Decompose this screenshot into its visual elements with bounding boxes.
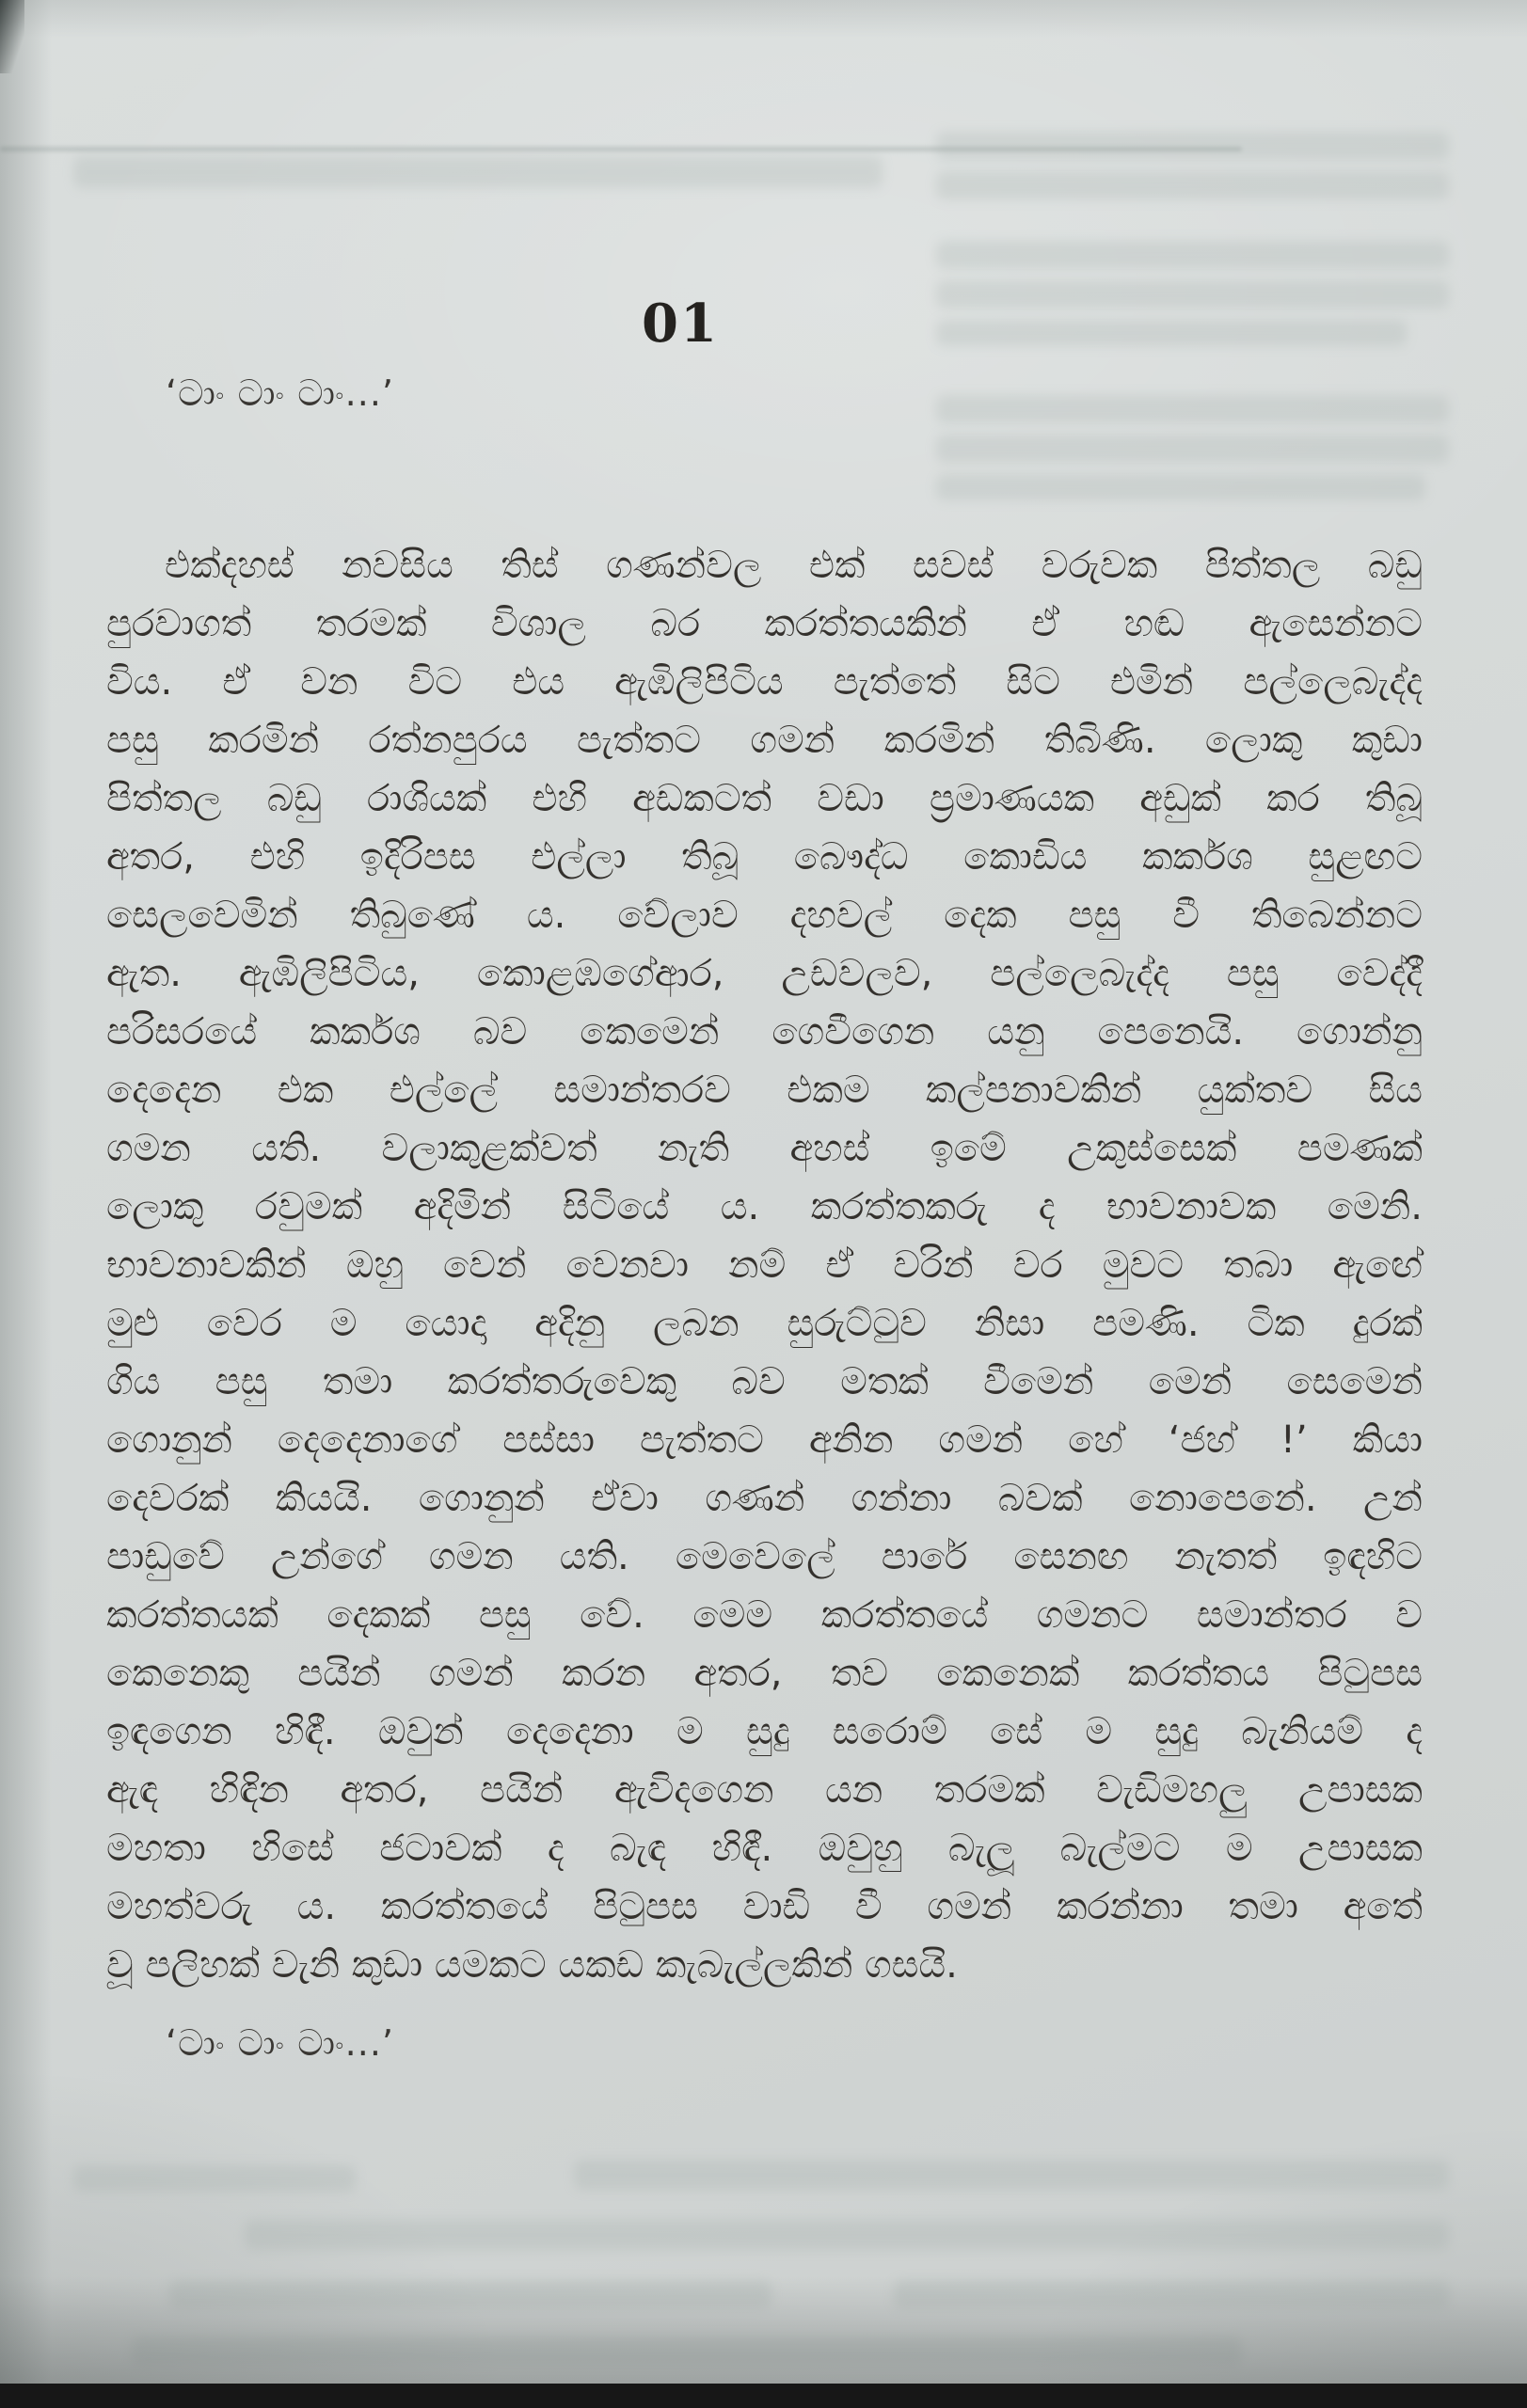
bleed-through-text (73, 2165, 356, 2192)
body-line: ලොකු රවුමක් අදිමින් සිටියේ ය. කරත්තකරු ද භාවනාවක මෙනි. (106, 1185, 1423, 1228)
bleed-through-text (73, 156, 883, 188)
body-line: කෙනෙකු පයින් ගමන් කරන අතර, තව කෙනෙක් කරත්තය පිටුපස (106, 1652, 1423, 1695)
bleed-through-text (245, 2220, 1449, 2250)
body-line: දෙදෙන එක එල්ලේ සමාන්තරව එකම කල්පනාවකින් යුක්තව සිය (106, 1069, 1423, 1112)
body-line: ඇඳ හිඳින අතර, පයින් ඇවිදගෙන යන තරමක් වැඩිමහලු උපාසක (106, 1768, 1423, 1812)
body-line: ඉඳගෙන හිඳී. ඔවුන් දෙදෙනා ම සුදු සරොම් සේ ම සුදු බැනියම් ද (106, 1710, 1423, 1753)
bleed-through-text (574, 2160, 1449, 2190)
body-line: මහතා හිසේ ජටාවක් ද බැඳ හිඳී. ඔවුහු බැලූ බැල්මට ම උපාසක (106, 1827, 1423, 1870)
bleed-through-text (936, 171, 1449, 199)
photo-bottom-shadow (0, 2276, 1527, 2384)
body-line: විය. ඒ වන විට එය ඇඹිලිපිටිය පැත්තේ සිට එමින් පල්ලෙබැද්ද (106, 660, 1423, 704)
body-line: ඇත. ඇඹිලිපිටිය, කොළඹගේආර, උඩවලව, පල්ලෙබැද්ද පසු වෙද්දී (106, 952, 1423, 995)
body-line: ගොනුන් දෙදෙනාගේ පස්සා පැත්තට අනින ගමන් හේ ‘ජහ් !’ කියා (106, 1418, 1423, 1462)
body-line: පුරවාගත් තරමක් විශාල බර කරත්තයකින් ඒ හඬ ඇසෙන්නට (106, 602, 1423, 645)
body-line: ගමන යති. වලාකුළක්වත් නැති අහස් ඉමේ උකුස්සෙක් පමණක් (106, 1127, 1423, 1170)
body-line: මුළු වෙර ම යොදා අදිනු ලබන සුරුට්ටුව නිසා පමණි. ටික දුරක් (106, 1302, 1423, 1345)
bleed-through-text (936, 241, 1449, 269)
bleed-through-text (936, 435, 1449, 463)
bleed-through-text (936, 395, 1449, 423)
body-line: පරිසරයේ කර්කශ බව කෙමෙන් ගෙවීගෙන යනු පෙනෙයි. ගොන්නු (106, 1010, 1423, 1054)
body-line: එක්දහස් නවසිය තිස් ගණන්වල එක් සවස් වරුවක පිත්තල බඩු (165, 544, 1423, 587)
body-line: දෙවරක් කියයි. ගොනුන් ඒවා ගණන් ගන්නා බවක් නොපෙනේ. උන් (106, 1477, 1423, 1520)
bleed-through-text (936, 474, 1425, 500)
bleed-through-text (936, 132, 1449, 160)
body-line: සෙලවෙමින් තිබුණේ ය. වේලාව දහවල් දෙක පසු වී තිබෙන්නට (106, 894, 1423, 937)
opening-quote: ‘ටාං ටාං ටාං...’ (166, 372, 394, 414)
page-top-shading (0, 0, 1527, 38)
body-line: මහත්වරු ය. කරත්තයේ පිටුපස වාඩි වී ගමන් කරන්නා තමා අතේ (106, 1885, 1423, 1928)
body-line: අතර, එහි ඉදිරිපස එල්ලා තිබූ බෞද්ධ කොඩිය කර්කශ සුළඟට (106, 835, 1423, 879)
page-left-shading (0, 0, 52, 2408)
body-line: පිත්තල බඩු රාශියක් එහි අඩකටත් වඩා ප්‍රමාණයක අඩුක් කර තිබූ (106, 777, 1423, 820)
body-line: පාඩුවේ උන්ගේ ගමන යති. මෙවෙලේ පාරේ සෙනඟ නැතත් ඉඳහිට (106, 1535, 1423, 1578)
body-line: භාවනාවකින් ඔහු වෙන් වෙනවා නම් ඒ වරින් වර මුවට තබා ඇඟේ (106, 1244, 1423, 1287)
body-line: ගිය පසු තමා කරත්තරුවෙකු බව මතක් වීමෙන් මෙන් සෙමෙන් (106, 1360, 1423, 1403)
chapter-number: 01 (642, 293, 719, 355)
photo-corner-shadow (0, 0, 24, 73)
body-line: කරත්තයක් දෙකක් පසු වේ. මෙම කරත්තයේ ගමනට සමාන්තර ව (106, 1593, 1423, 1637)
body-paragraph (106, 536, 1423, 1994)
body-line: වූ පලිහක් වැනි කුඩා යමකට යකඩ කැබැල්ලකින් ගසයි. (106, 1943, 958, 1987)
closing-quote: ‘ටාං ටාං ටාං...’ (166, 2022, 394, 2064)
body-line: පසු කරමින් රත්නපුරය පැත්තට ගමන් කරමින් තිබිණි. ලොකු කුඩා (106, 719, 1423, 762)
photo-bottom-edge (0, 2384, 1527, 2408)
